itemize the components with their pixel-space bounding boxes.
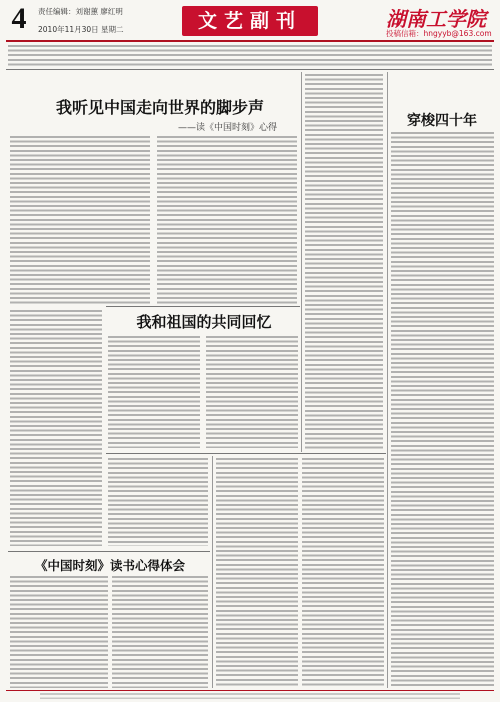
footer-imprint-text [40,693,460,699]
right-article-headline: 穿梭四十年 [407,113,477,129]
header-rule [6,40,494,42]
section-rule [106,453,386,454]
column-divider [212,456,213,688]
column-divider [387,72,388,688]
editors-line: 责任编辑：刘谢蕙 廖红明 [38,7,123,16]
main-article-subtitle: ——读《中国时刻》心得 [178,123,278,133]
editor-note-text [8,45,492,66]
lower-left-body-top [108,458,208,546]
main-article-body-col-2 [157,136,297,304]
section-rule [106,306,300,307]
main-article-body-col-3 [10,310,102,546]
submission-email: 投稿信箱：hngyyb@163.com [386,29,492,38]
middle-article-headline: 我和祖国的共同回忆 [136,313,272,331]
middle-article-body-col-2 [206,336,298,448]
lower-article-body-col-2 [112,576,208,688]
right-article-body [391,132,494,688]
main-article-headline: 我听见中国走向世界的脚步声 [55,98,264,117]
issue-date: 2010年11月30日 星期二 [38,25,124,34]
column-divider [301,72,302,452]
footer-rule [6,690,494,691]
main-article-body-col-1 [10,136,150,304]
middle-column-body [305,74,383,450]
note-rule [6,69,494,70]
lower-middle-body-col-1 [216,458,298,688]
lower-article-body-col-1 [10,576,108,688]
middle-article-body-col-1 [108,336,200,448]
section-rule [8,551,210,552]
page-number: 4 [11,2,27,35]
masthead-logo: 湖南工学院 [386,7,486,31]
section-title-banner: 文艺副刊 [182,6,318,36]
lower-middle-body-col-2 [302,458,384,688]
lower-article-headline: 《中国时刻》读书心得体会 [34,558,185,573]
